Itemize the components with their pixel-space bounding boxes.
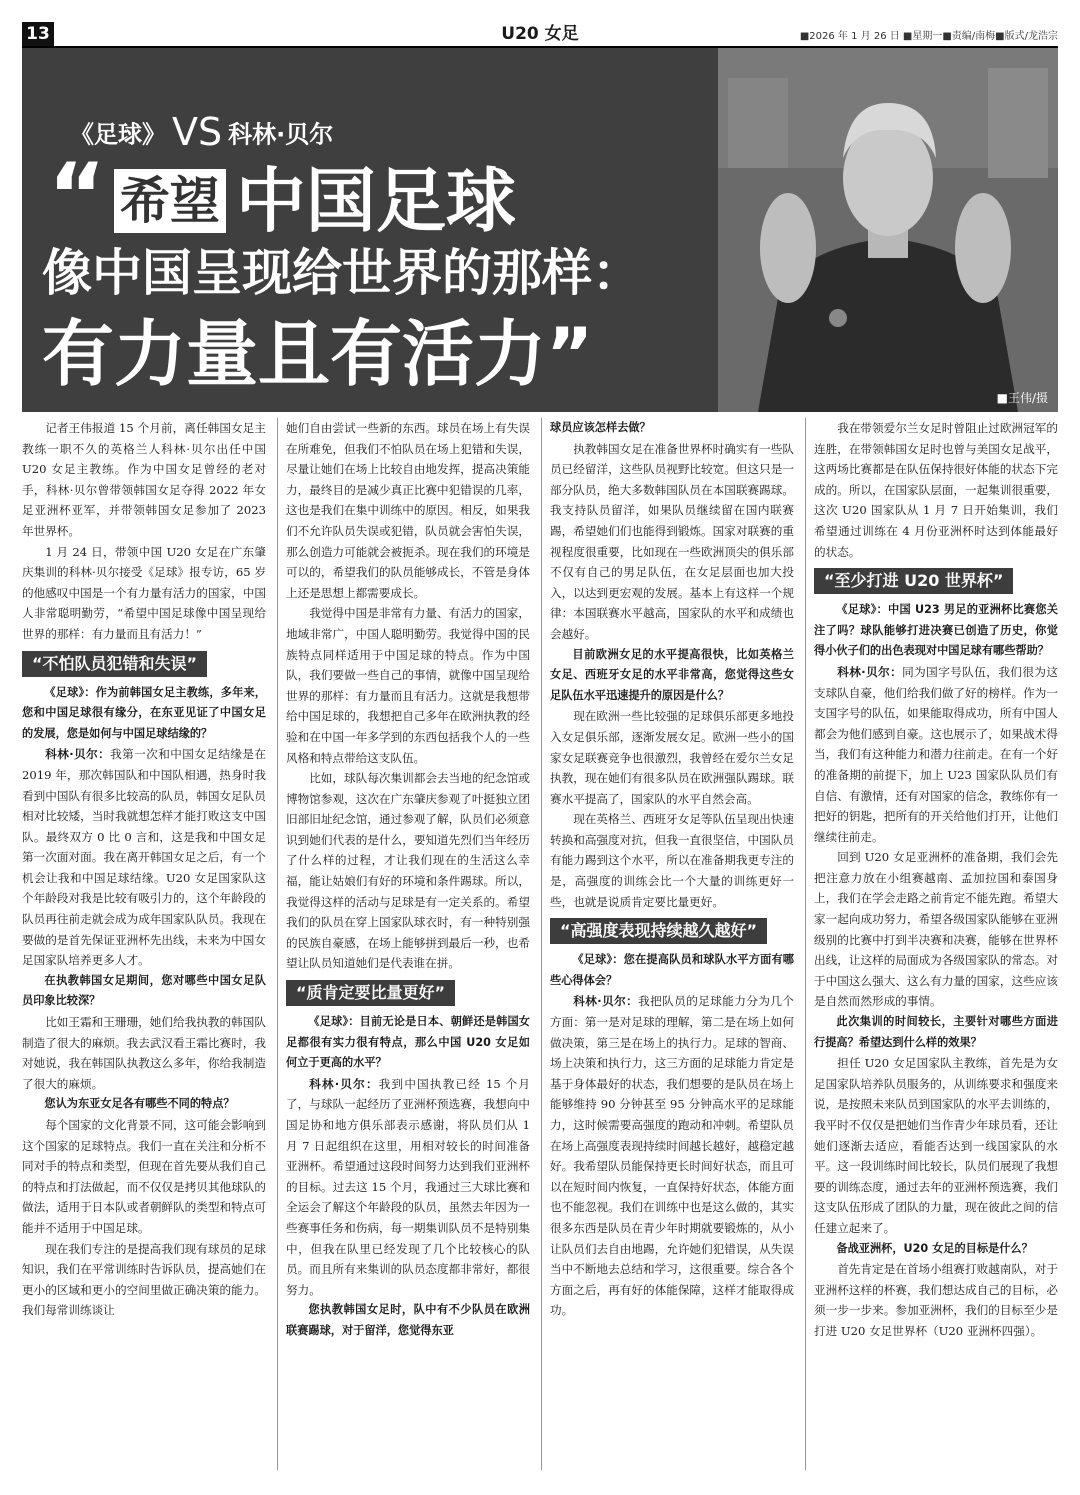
answer: 每个国家的文化背景不同，这可能会影响到这个国家的足球特点。我们一直在关注和分析不同对手的特点和类型，但现在首先要从我们自己的特点和打法做起，而不仅仅是拷贝其他球队的做法，适用于日本队或者朝鲜队的类型和特点可能并不适用于中国足球。 [22,1118,266,1235]
headline-line-3: 有力量且有活力” [42,312,594,396]
photo-credit: ■王伟/摄 [996,391,1048,405]
question: 《足球》：您在提高队员和球队水平方面有哪些心得体会？ [550,953,794,987]
intro-paragraph: 记者王伟报道 15 个月前，离任韩国女足主教练一职不久的英格兰人科林·贝尔出任中国 U20 女足主教练。作为中国女足曾经的老对手，科林·贝尔曾带领韩国女足夺得 2022 年女足亚洲杯亚军，并带领韩国女足参加了 2023 年世界杯。 [22,421,266,538]
answer [814,662,1058,847]
answer: 现在我们专注的是提高我们现有球员的足球知识，我们在平常训练时告诉队员，提高她们在更小的区域和更小的空间里做正确决策的能力。我们每常训练谈让 [22,1241,266,1318]
question: 您认为东亚女足各有哪些不同的特点？ [44,1097,235,1111]
answer: 现在英格兰、西班牙女足等队伍呈现出快速转换和高强度对抗，但我一直很坚信，中国队员有能力踢到这个水平，所以在准备期我更专注的是，高强度的训练会比一个大量的训练更好一些，也就是说质肯定要比量更好。 [550,812,794,909]
subheading: “质肯定要比量更好” [286,980,455,1006]
column-3 [550,418,794,1470]
answer-text: 同为国字号队伍，我们很为这支球队自豪，他们给我们做了好的榜样。作为一支国字号的队伍，如果能取得成功，所有中国人都会为他们感到自豪。这也展示了，如果战术得当，我们有这种能力和潜力往前走。在有一个好的准备期的前提下，加上 U23 国家队队员们有自信、有激情，还有对国家的信念，教练你有一把好的钥匙，把所有的开关给他们打开，让他们继续往前走。 [814,664,1058,844]
kicker-vs: VS [172,110,223,154]
body-paragraph: 她们自由尝试一些新的东西。球员在场上有失误在所难免，但我们不怕队员在场上犯错和失误，尽量让她们在场上比较自由地发挥，提高决策能力，最终目的是减少真正比赛中犯错误的几率，这也是我们在集中训练中的原因。相反，如果我们不允许队员失误或犯错，队员就会害怕失误，那么创造力可能就会被扼杀。现在我们的环境是可以的，希望我们的队员能够成长，不管是身体上还是思想上都需要成长。 [286,421,530,600]
subheading: “不怕队员犯错和失误” [22,651,207,677]
body-paragraph: 我在带领爱尔兰女足时曾阻止过欧洲冠军的连胜，在带领韩国女足时也曾与美国女足战平，这两场比赛都是在队伍保持很好体能的状态下完成的。所以，在国家队层面，一起集训很重要，这次 U20 国家队从 1 月 7 日开始集训，我们希望通过训练在 4 月份亚洲杯时达到体能最好的状态。 [814,421,1058,559]
headline-kicker [70,110,333,154]
kicker-left: 《足球》 [70,120,166,149]
speaker-name: 科林·贝尔： [573,994,639,1009]
answer: 回到 U20 女足亚洲杯的准备期，我们会先把注意力放在小组赛越南、孟加拉国和泰国身上，我们在学会走路之前肯定不能先跑。希望大家一起向成功努力，希望各级国家队能够在亚洲级别的比赛中打到半决赛和决赛，能够在世界杯出线，让这样的局面成为各级国家队的常态。对于中国这么强大、这么有力量的国家，这些应该是自然而然形成的事情。 [814,850,1058,1009]
answer-text: 我到中国执教已经 15 个月了，与球队一起经历了亚洲杯预选赛，我想向中国足协和地方俱乐部表示感谢，将队员们从 1 月 7 日起组织在这里，用相对较长的时间准备亚洲杯。希望通过这段时间努力达到我们亚洲杯的目标。过去这 15 个月，我通过三大球比赛和全运会了解这个年龄段的队员，虽然去年因为一些赛事任务和伤病，每一期集训队员不是特别集中，但我在队里已经发现了几个比较核心的队员。而且所有来集训的队员态度都非常好，都很努力。 [286,1076,530,1297]
section-title: U20 女足 [501,24,579,44]
answer: 首先肯定是在首场小组赛打败越南队，对于亚洲杯这样的杯赛，我们想达成自己的目标，必须一步一步来。参加亚洲杯，我们的目标至少是打进 U20 女足世界杯（U20 亚洲杯四强）。 [814,1262,1058,1338]
body-paragraph: 1 月 24 日，带领中国 U20 女足在广东肇庆集训的科林·贝尔接受《足球》报专访，65 岁的他感叹中国是一个有力量有活力的国家，中国人非常聪明勤劳，“希望中国足球像中国呈现给世界的那样：有力量而且有活力！” [22,544,266,641]
portrait-photo [718,48,1058,412]
coach-portrait-illustration [718,48,1058,412]
headline-line-1 [48,144,516,247]
answer: 执教韩国女足在准备世界杯时确实有一些队员已经留洋，这些队员视野比较宽。但这只是一部分队员，绝大多数韩国队员在本国联赛踢球。我支持队员留洋，如果队员继续留在国内联赛踢，希望她们们也能得到锻炼。国家对联赛的重视程度很重要，比如现在一些欧洲顶尖的俱乐部不仅有自己的男足队伍，在女足层面也加大投入，以达到更宏观的发展。基本上有这样一个规律：本国联赛水平越高，国家队的水平和成绩也会越好。 [550,441,794,641]
question: 在执教韩国女足期间，您对哪些中国女足队员印象比较深？ [22,973,266,1008]
answer: 现在欧洲一些比较强的足球俱乐部更多地投入女足俱乐部，逐渐发展女足。欧洲一些小的国家女足联赛竞争也很激烈，我曾经在爱尔兰女足执教，现在她们有很多队员在欧洲强队踢球。联赛水平提高了，国家队的水平自然会高。 [550,709,794,806]
answer: 比如王霜和王珊珊，她们给我执教的韩国队制造了很大的麻烦。我去武汉看王霜比赛时，我对她说，我在韩国队执教这么多年，你给我制造了很大的麻烦。 [22,1015,266,1091]
column-1 [22,418,266,1470]
answer-text: 我把队员的足球能力分为几个方面：第一是对足球的理解，第二是在场上如何做决策，第三是在场上的执行力。足球的智商、场上决策和执行力，这三方面的足球能力肯定是基于身体最好的状态，我们想要的是队员在场上能够维持 90 分钟甚至 95 分钟高水平的足球能力，这时候需要高强度的跑动和冲刺。希望队员在场上高强度表现持续时间越长越好，越稳定越好。我希望队员能保持更长时间好状态，而且可以在短时间内恢复，一直保持好状态，体能方面也不能忽视。我们在训练中也是这么做的，其实很多东西是队员在青少年时期就要锻炼的，从小让队员们去自由地踢，允许她们犯错误，从失误当中不断地去总结和学习，这很重要。综合各个方面之后，再有好的体能保障，这样才能取得成功。 [550,994,794,1318]
question: 备战亚洲杯，U20 女足的目标是什么？ [836,1241,1033,1255]
question: 《足球》：目前无论是日本、朝鲜还是韩国女足都很有实力很有特点，那么中国 U20 女足如何立于更高的水平？ [286,1015,530,1070]
answer-text: 我第一次和中国女足结缘是在 2019 年，那次韩国队和中国队相遇，热身时我看到中国队有很多比较高的队员，韩国女足队员相对比较矮，当时我就想怎样才能打败这支中国队。最终双方 0 比 0 言和，这是我和中国女足第一次面对面。我在离开韩国女足之后，有一个机会让我和中国足球结缘。U20 女足国家队这个年龄段对我是比较有吸引力的，这个年龄段的队员再往前走就会成为成年国家队队员。我现在要做的是首先保证亚洲杯先出线，未来为中国女足国家队培养更多人才。 [22,747,266,968]
question: 目前欧洲女足的水平提高很快，比如英格兰女足、西班牙女足的水平非常高，您觉得这些女足队伍水平迅速提升的原因是什么？ [550,647,794,702]
page-number: 13 [22,22,54,46]
kicker-right: 科林·贝尔 [228,120,334,149]
open-quote: “ [48,144,106,247]
speaker-name: 科林·贝尔： [837,664,903,679]
body-paragraph: 比如，球队每次集训都会去当地的纪念馆或博物馆参观，这次在广东肇庆参观了叶挺独立团旧部旧址纪念馆，通过参观了解，队员们必须意识到她们代表的是什么，要知道先烈们当年经历了什么样的过程，才让我们现在的生活这么幸福，能让姑娘们有好的环境和条件踢球。所以，我觉得这样的活动与足球是有一定关系的。希望我们的队员在穿上国家队球衣时，有一种特别强的民族自豪感，在场上能够拼到最后一秒，也希望让队员知道她们是代表谁在拼。 [286,771,530,971]
article-body [22,418,1058,1470]
page-header [22,22,1058,49]
question: 您执教韩国女足时，队中有不少队员在欧洲联赛踢球，对于留洋，您觉得东亚 [286,1303,530,1337]
headline-main: 中国足球 [235,160,516,242]
answer [550,991,794,1321]
speaker-name: 科林·贝尔： [309,1076,379,1091]
answer [286,1074,530,1301]
answer [22,744,266,971]
headline-line-2: 像中国呈现给世界的那样： [42,244,642,302]
body-paragraph: 我觉得中国是非常有力量、有活力的国家，地域非常广，中国人聪明勤劳。我觉得中国的民族特点同样适用于中国足球的特点。作为中国队，我们要做一些自己的事情，就像中国呈现给世界的那样：有力量而且有活力。这就是我想带给中国足球的，我想把自己多年在欧洲执教的经验和在中国一年多学到的东西包括我个人的一些风格和特点带给这支队伍。 [286,606,530,765]
column-2 [286,418,530,1470]
question: 此次集训的时间较长，主要针对哪些方面进行提高？希望达到什么样的效果？ [814,1015,1058,1049]
dateline: ■2026 年 1 月 26 日 ■星期一■责编/南梅■版式/龙浩宗 [799,31,1058,42]
subheading: “高强度表现持续越久越好” [550,918,767,944]
question: 《足球》：中国 U23 男足的亚洲杯比赛您关注了吗？球队能够打进决赛已创造了历史，你觉得小伙子们的出色表现对中国足球有哪些帮助？ [814,603,1058,658]
column-4 [814,418,1058,1470]
answer: 担任 U20 女足国家队主教练，首先是为女足国家队培养队员服务的，从训练要求和强度来说，是按照未来队员到国家队的水平去训练的，我平时不仅仅是把她们当作青少年球员看，还让她们逐渐去适应，看能否达到一线国家队的水平。这一段训练时间比较长，队员们展现了我想要的训练态度，通过去年的亚洲杯预选赛，我们这支队伍形成了团队的力量，现在彼此之间的信任建立起来了。 [814,1056,1058,1235]
headline-banner [22,48,1058,412]
speaker-name: 科林·贝尔： [45,747,111,762]
subheading: “至少打进 U20 世界杯” [814,568,1013,594]
headline-highlight: 希望 [114,169,226,233]
question: 《足球》：作为前韩国女足主教练，多年来，您和中国足球很有缘分，在东亚见证了中国女足的发展，您是如何与中国足球结缘的？ [22,685,266,740]
question: 球员应该怎样去做？ [550,421,651,434]
